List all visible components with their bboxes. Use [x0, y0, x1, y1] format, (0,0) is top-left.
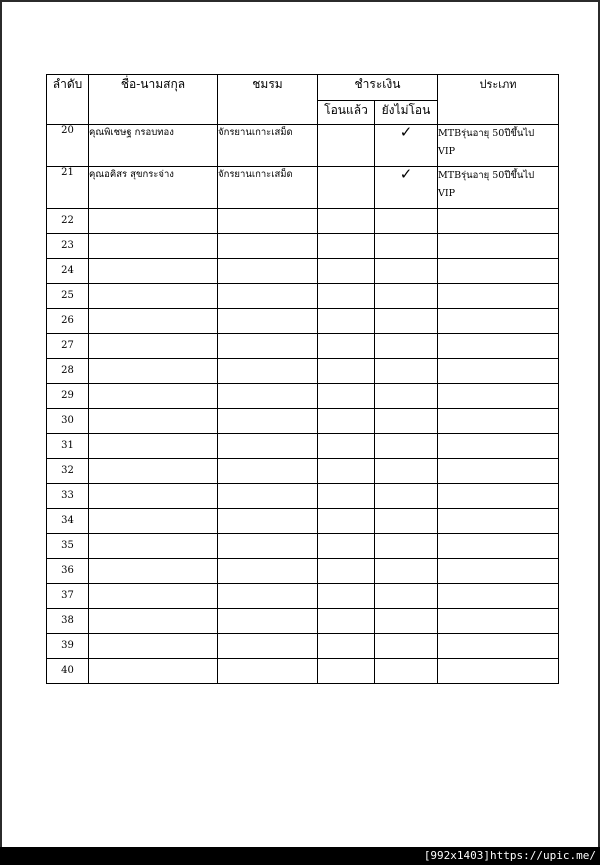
participant-type [438, 559, 559, 584]
table-row [47, 534, 559, 559]
participant-name [89, 259, 218, 284]
type-tier: VIP [438, 146, 456, 157]
transferred-cell [318, 209, 375, 234]
participant-type [438, 484, 559, 509]
transferred-cell [318, 634, 375, 659]
not-transferred-cell [375, 484, 438, 509]
participant-name [89, 409, 218, 434]
participant-name [89, 209, 218, 234]
participant-club [218, 484, 318, 509]
not-transferred-cell [375, 359, 438, 384]
participant-club [218, 259, 318, 284]
not-transferred-cell [375, 309, 438, 334]
participant-name [89, 434, 218, 459]
not-transferred-cell [375, 384, 438, 409]
row-number: 40 [47, 659, 89, 684]
table-row [47, 167, 559, 209]
table-row [47, 334, 559, 359]
transferred-cell [318, 309, 375, 334]
transferred-cell [318, 409, 375, 434]
row-number: 38 [47, 609, 89, 634]
document-page [2, 2, 598, 847]
participant-type [438, 634, 559, 659]
participant-type [438, 284, 559, 309]
table-row [47, 659, 559, 684]
participant-club [218, 459, 318, 484]
header-not-transferred: ยังไม่โอน [375, 101, 438, 125]
participant-club [218, 634, 318, 659]
transferred-cell [318, 609, 375, 634]
participant-name [89, 609, 218, 634]
participant-name [89, 284, 218, 309]
table-row [47, 284, 559, 309]
participant-type [438, 125, 559, 167]
participant-name [89, 459, 218, 484]
header-transferred: โอนแล้ว [318, 101, 375, 125]
participant-type [438, 609, 559, 634]
row-number: 36 [47, 559, 89, 584]
participant-club [218, 384, 318, 409]
row-number: 21 [47, 167, 89, 209]
header-type: ประเภท [438, 75, 559, 125]
row-number: 20 [47, 125, 89, 167]
transferred-cell [318, 484, 375, 509]
table-row [47, 509, 559, 534]
not-transferred-check: ✓ [375, 125, 438, 167]
table-row [47, 434, 559, 459]
participant-name [89, 509, 218, 534]
not-transferred-cell [375, 459, 438, 484]
participant-club [218, 584, 318, 609]
participant-type [438, 434, 559, 459]
not-transferred-check: ✓ [375, 167, 438, 209]
transferred-cell [318, 559, 375, 584]
row-number: 32 [47, 459, 89, 484]
transferred-cell [318, 334, 375, 359]
participant-type [438, 459, 559, 484]
transferred-cell [318, 584, 375, 609]
participant-type [438, 509, 559, 534]
participant-name [89, 359, 218, 384]
participant-name [89, 484, 218, 509]
participant-club [218, 559, 318, 584]
table-row [47, 259, 559, 284]
participant-type [438, 534, 559, 559]
participant-type [438, 309, 559, 334]
table-row [47, 484, 559, 509]
not-transferred-cell [375, 284, 438, 309]
participant-name [89, 534, 218, 559]
header-payment: ชำระเงิน [318, 75, 438, 101]
participant-name [89, 234, 218, 259]
table-row [47, 209, 559, 234]
not-transferred-cell [375, 209, 438, 234]
row-number: 23 [47, 234, 89, 259]
transferred-cell [318, 234, 375, 259]
table-row [47, 584, 559, 609]
participant-type [438, 409, 559, 434]
participant-club [218, 309, 318, 334]
participant-club [218, 359, 318, 384]
transferred-cell [318, 459, 375, 484]
table-row [47, 309, 559, 334]
not-transferred-cell [375, 234, 438, 259]
type-tier: VIP [438, 188, 456, 199]
transferred-cell [318, 259, 375, 284]
type-category: MTBรุ่นอายุ 50ปีขึ้นไป [438, 170, 535, 181]
participant-type [438, 234, 559, 259]
table-row [47, 634, 559, 659]
participant-name [89, 309, 218, 334]
table-row [47, 559, 559, 584]
table-row [47, 459, 559, 484]
participant-name: คุณอคิสร สุขกระจ่าง [89, 167, 218, 209]
transferred-cell [318, 509, 375, 534]
table-row [47, 384, 559, 409]
not-transferred-cell [375, 634, 438, 659]
row-number: 33 [47, 484, 89, 509]
transferred-cell [318, 384, 375, 409]
not-transferred-cell [375, 584, 438, 609]
participant-name [89, 634, 218, 659]
table-row [47, 409, 559, 434]
participant-club [218, 434, 318, 459]
not-transferred-cell [375, 509, 438, 534]
row-number: 29 [47, 384, 89, 409]
row-number: 30 [47, 409, 89, 434]
participant-name [89, 659, 218, 684]
not-transferred-cell [375, 434, 438, 459]
participant-type [438, 167, 559, 209]
participant-club [218, 509, 318, 534]
participant-name [89, 384, 218, 409]
not-transferred-cell [375, 659, 438, 684]
transferred-cell [318, 659, 375, 684]
row-number: 26 [47, 309, 89, 334]
participant-type [438, 384, 559, 409]
participant-club: จักรยานเกาะเสม็ด [218, 125, 318, 167]
registration-table [46, 74, 559, 684]
not-transferred-cell [375, 259, 438, 284]
not-transferred-cell [375, 534, 438, 559]
row-number: 39 [47, 634, 89, 659]
participant-type [438, 259, 559, 284]
header-name: ชื่อ-นามสกุล [89, 75, 218, 125]
table-row [47, 125, 559, 167]
footer-watermark: [992x1403]https://upic.me/ [423, 849, 596, 862]
transferred-cell [318, 534, 375, 559]
row-number: 22 [47, 209, 89, 234]
transferred-cell [318, 125, 375, 167]
participant-type [438, 359, 559, 384]
row-number: 28 [47, 359, 89, 384]
participant-type [438, 334, 559, 359]
row-number: 27 [47, 334, 89, 359]
participant-club [218, 209, 318, 234]
header-no: ลำดับ [47, 75, 89, 125]
row-number: 25 [47, 284, 89, 309]
transferred-cell [318, 359, 375, 384]
participant-type [438, 659, 559, 684]
type-category: MTBรุ่นอายุ 50ปีขึ้นไป [438, 128, 535, 139]
table-row [47, 609, 559, 634]
participant-club [218, 234, 318, 259]
participant-club [218, 659, 318, 684]
table-row [47, 234, 559, 259]
not-transferred-cell [375, 409, 438, 434]
participant-name: คุณพิเชษฐ กรอบทอง [89, 125, 218, 167]
participant-type [438, 209, 559, 234]
not-transferred-cell [375, 559, 438, 584]
row-number: 37 [47, 584, 89, 609]
table-row [47, 359, 559, 384]
header-club: ชมรม [218, 75, 318, 125]
not-transferred-cell [375, 334, 438, 359]
not-transferred-cell [375, 609, 438, 634]
participant-club [218, 409, 318, 434]
participant-club [218, 334, 318, 359]
participant-name [89, 559, 218, 584]
participant-club [218, 284, 318, 309]
row-number: 31 [47, 434, 89, 459]
transferred-cell [318, 284, 375, 309]
row-number: 34 [47, 509, 89, 534]
transferred-cell [318, 434, 375, 459]
row-number: 24 [47, 259, 89, 284]
participant-club [218, 534, 318, 559]
participant-type [438, 584, 559, 609]
footer-bar [0, 847, 600, 865]
participant-name [89, 334, 218, 359]
participant-club [218, 609, 318, 634]
row-number: 35 [47, 534, 89, 559]
participant-club: จักรยานเกาะเสม็ด [218, 167, 318, 209]
transferred-cell [318, 167, 375, 209]
participant-name [89, 584, 218, 609]
